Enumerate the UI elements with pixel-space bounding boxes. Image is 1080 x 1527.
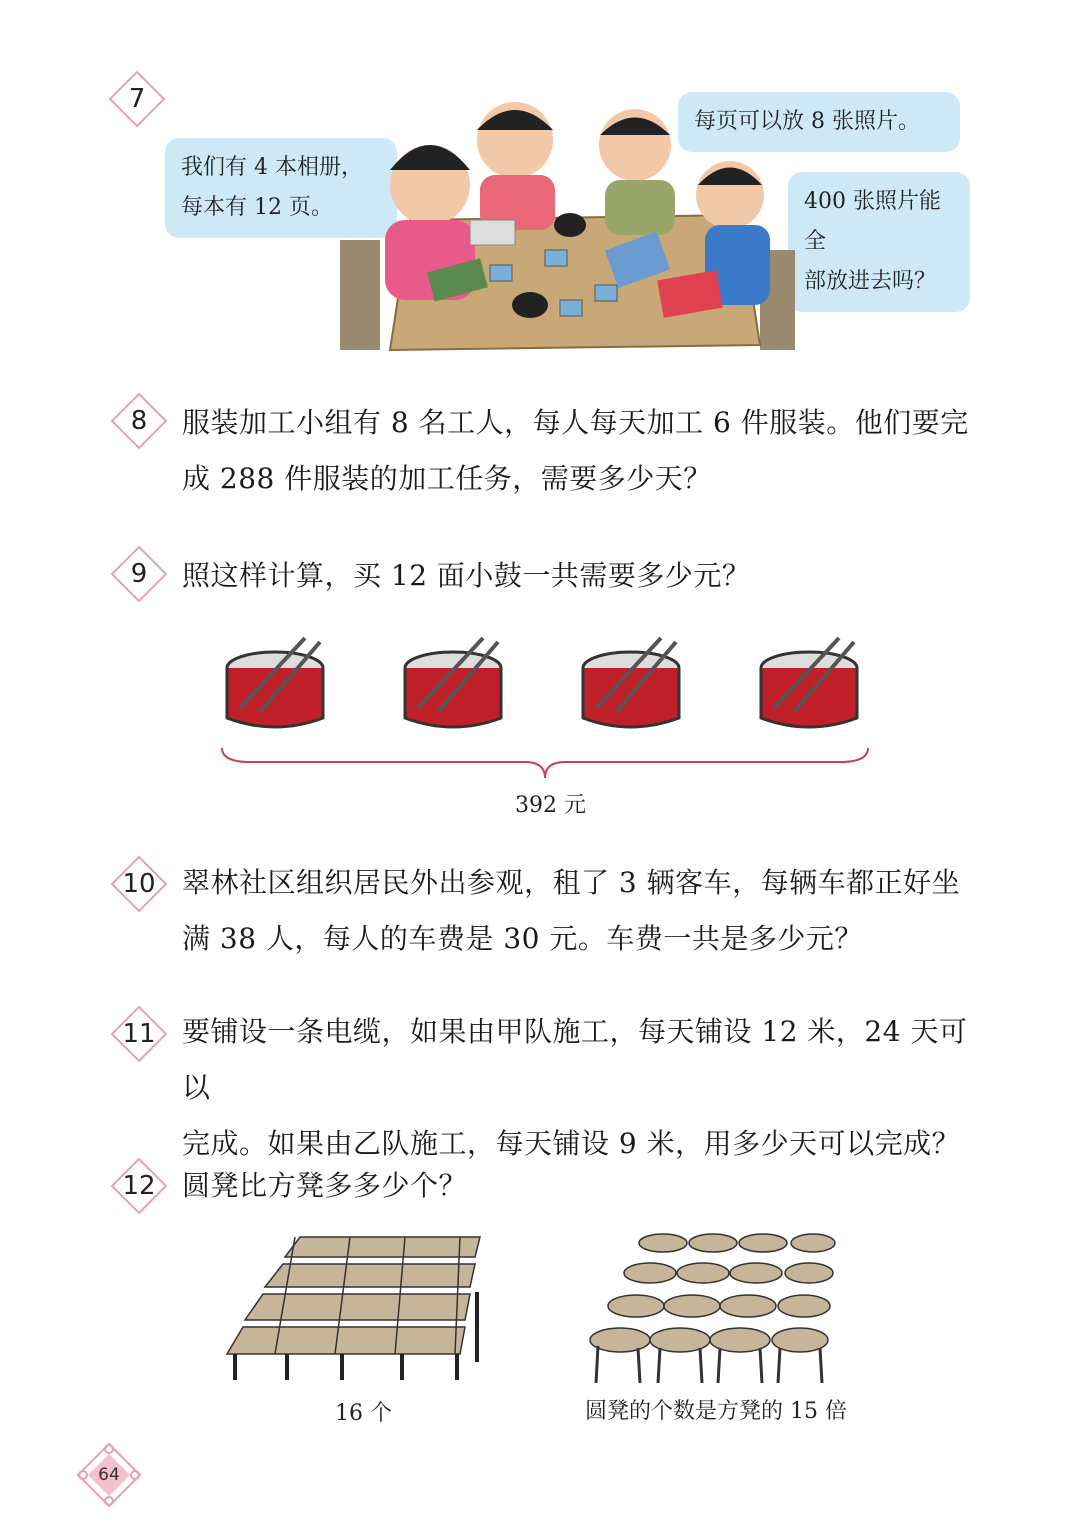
problem-number: 11 [122, 1019, 156, 1049]
drum-icon [583, 638, 679, 727]
page-number-badge [74, 1440, 144, 1510]
bubble-line: 我们有 4 本相册， [181, 155, 363, 180]
drums-total-caption: 392 元 [515, 793, 586, 818]
round-stools-illustration [588, 1228, 838, 1388]
problem-number: 12 [122, 1171, 156, 1201]
problem-10-badge [110, 855, 168, 913]
problem-number: 10 [122, 869, 156, 899]
text-line: 成 288 件服装的加工任务，需要多少天？ [182, 462, 712, 495]
problem-9-badge [110, 545, 168, 603]
bubble-line: 400 张照片能全 [804, 189, 941, 254]
problem-11-text [182, 1004, 982, 1172]
page-number: 64 [98, 1465, 120, 1485]
problem-number: 7 [128, 84, 146, 114]
children-at-table-illustration [330, 100, 800, 360]
problem-11-badge [110, 1005, 168, 1063]
text-line: 要铺设一条电缆，如果由甲队施工，每天铺设 12 米，24 天可以 [182, 1015, 968, 1104]
problem-12-badge [110, 1157, 168, 1215]
speech-bubble-right [788, 172, 970, 312]
drum-icon [405, 638, 501, 727]
problem-8-text [182, 395, 982, 507]
text-line: 完成。如果由乙队施工，每天铺设 9 米，用多少天可以完成？ [182, 1127, 961, 1160]
drum-icon [227, 638, 323, 727]
problem-8-badge [110, 392, 168, 450]
brace-icon [222, 748, 868, 778]
bubble-line: 部放进去吗？ [804, 269, 937, 294]
text-line: 服装加工小组有 8 名工人，每人每天加工 6 件服装。他们要完 [182, 406, 969, 439]
bubble-line: 每本有 12 页。 [181, 195, 333, 220]
problem-12-text [182, 1158, 982, 1214]
problem-number: 9 [130, 559, 148, 589]
text-line: 圆凳比方凳多多少个？ [182, 1169, 468, 1202]
problem-9-text [182, 548, 982, 604]
text-line: 满 38 人，每人的车费是 30 元。车费一共是多少元？ [182, 922, 863, 955]
drums-illustration [210, 630, 880, 800]
problem-7-badge [108, 70, 166, 128]
square-stools-caption: 16 个 [335, 1401, 392, 1426]
square-stools-illustration [225, 1232, 490, 1382]
problem-number: 8 [130, 406, 148, 436]
text-line: 翠林社区组织居民外出参观，租了 3 辆客车，每辆车都正好坐 [182, 866, 961, 899]
problem-10-text [182, 855, 982, 967]
drum-icon [761, 638, 857, 727]
round-stools-caption: 圆凳的个数是方凳的 15 倍 [585, 1399, 847, 1424]
bubble-line: 每页可以放 8 张照片。 [694, 109, 920, 134]
text-line: 照这样计算，买 12 面小鼓一共需要多少元？ [182, 559, 751, 592]
